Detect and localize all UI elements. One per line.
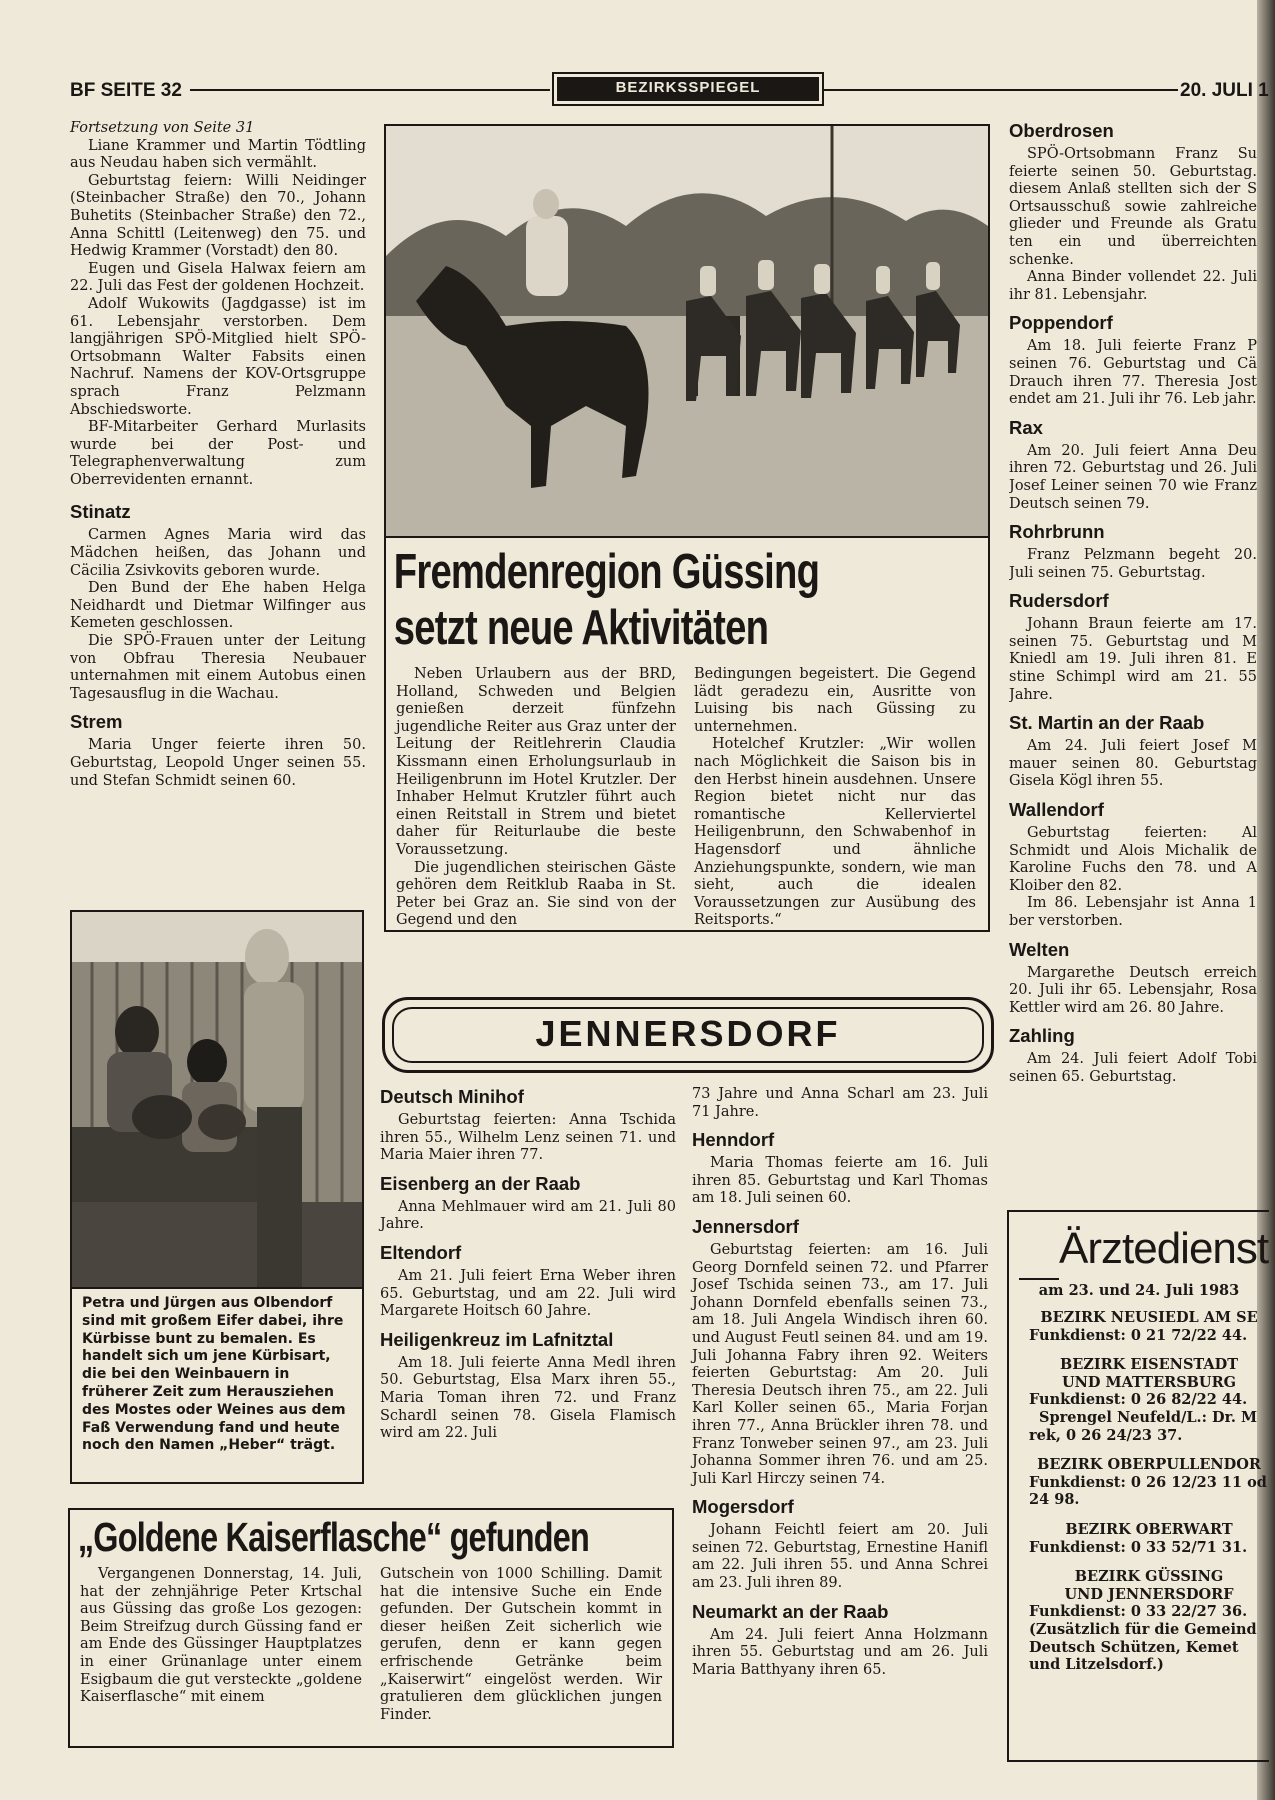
kaiser-col-1 [80, 1566, 362, 1707]
paragraph: Gutschein von 1000 Schilling. Damit hat die intensive Suche ein Ende gefunden. Der Gutschein kommt in dieser heißen Zeit sicherlich wie gerufen, denn er kann gegen erfrischende Getränke beim „Kaiserwirt“ eingelöst werden. Wir gratulieren dem glücklichen jungen Finder. [380, 1566, 662, 1723]
paragraph: Anna Binder vollendet 22. Juli ihr 81. Lebensjahr. [1009, 269, 1257, 303]
pumpkin-caption: Petra und Jürgen aus Olbendorf sind mit großem Eifer dabei, ihre Kürbisse bunt zu bemalen. Es handelt sich um jene Kürbisart, die bei den Weinbauern in früherer Zeit zum Herausziehen des Mostes oder Weines aus dem Faß Verwendung fand und heute noch den Namen „Heber“ trägt. [72, 1287, 362, 1461]
paragraph: Margarethe Deutsch erreich 20. Juli ihr 65. Lebensjahr, Rosa Kettler wird am 26. 80 Jahre. [1009, 964, 1257, 1016]
heading-st-martin: St. Martin an der Raab [1009, 712, 1205, 734]
paragraph: Am 20. Juli feiert Anna Deu ihren 72. Geburtstag und 26. Juli Josef Leiner seinen 70 wie Franz Deutsch seinen 79. [1009, 442, 1257, 512]
page-number: BF SEITE 32 [70, 80, 182, 101]
paragraph: Am 24. Juli feiert Anna Holzmann ihren 55. Geburtstag und am 26. Juli Maria Batthyany ihren 65. [692, 1626, 988, 1678]
district-oberwart: BEZIRK OBERWART [1065, 1520, 1233, 1538]
additional-note: (Zusätzlich für die Gemeind Deutsch Schützen, Kemet und Litzelsdorf.) [1029, 1620, 1257, 1674]
heading-jennersdorf: Jennersdorf [692, 1215, 799, 1237]
phone-oberwart: Funkdienst: 0 33 52/71 31. [1029, 1538, 1248, 1556]
paragraph: Die jugendlichen steirischen Gäste gehören dem Reitklub Raaba in St. Peter bei Graz an. Sie sind von der Gegend und den [396, 859, 676, 929]
title-underline [1019, 1278, 1059, 1280]
kaiser-headline: „Goldene Kaiserflasche“ gefunden [77, 1514, 589, 1560]
paragraph: 73 Jahre und Anna Scharl am 23. Juli 71 Jahre. [692, 1086, 988, 1120]
paragraph: Johann Braun feierte am 17. seinen 75. Geburtstag und M Kniedl am 19. Juli ihren 81. E stine Schimpl wird am 21. 55 Jahre. [1009, 616, 1257, 703]
heading-rohrbrunn: Rohrbrunn [1009, 521, 1105, 543]
continuation-note: Fortsetzung von Seite 31 [70, 120, 255, 136]
heading-stinatz: Stinatz [70, 501, 131, 523]
heading-welten: Welten [1009, 938, 1070, 960]
heading-neumarkt: Neumarkt an der Raab [692, 1600, 889, 1622]
heading-poppendorf: Poppendorf [1009, 312, 1113, 334]
paragraph: Die SPÖ-Frauen unter der Leitung von Obfrau Theresia Neubauer unternahmen mit einem Autobus einen Tagesausflug in die Wachau. [70, 633, 366, 702]
photo-box-pumpkins [70, 910, 364, 1484]
paragraph: Franz Pelzmann begeht 20. Juli seinen 75. Geburtstag. [1009, 547, 1257, 581]
heading-wallendorf: Wallendorf [1009, 799, 1104, 821]
heading-mogersdorf: Mogersdorf [692, 1496, 794, 1518]
heading-rax: Rax [1009, 416, 1043, 438]
paragraph: Geburtstag feierten: Anna Tschida ihren 55., Wilhelm Lenz seinen 71. und Maria Maier ihren 77. [380, 1112, 676, 1164]
paragraph: Am 24. Juli feiert Adolf Tobi seinen 65. Geburtstag. [1009, 1051, 1257, 1085]
jennersdorf-column-2 [692, 1086, 988, 1679]
heading-deutsch-minihof: Deutsch Minihof [380, 1086, 524, 1107]
paragraph: Am 18. Juli feierte Anna Medl ihren 50. Geburtstag, Elsa Marx ihren 55., Maria Toman ihren 72. und Franz Schardl seinen 78. Gisela Flamisch wird am 22. Juli [380, 1354, 676, 1442]
article-headline [386, 538, 979, 656]
paragraph: Maria Thomas feierte am 16. Juli ihren 85. Geburtstag und Karl Thomas am 18. Juli seinen 60. [692, 1155, 988, 1207]
paragraph: Den Bund der Ehe haben Helga Neidhardt und Dietmar Wilfinger aus Kemeten geschlossen. [70, 580, 366, 632]
riders-photo [386, 126, 988, 536]
paragraph: Vergangenen Donnerstag, 14. Juli, hat der zehnjährige Peter Krtschal aus Güssing das große Los gezogen: Beim Streifzug durch Güssing fand er am Ende des Güssinger Hauptplatzes in einer Grünanlage unter einem Esigbaum die gut versteckte „goldene Kaiserflasche“ mit einem [80, 1566, 362, 1706]
sprengel-neufeld: Sprengel Neufeld/L.: Dr. M rek, 0 26 24/23 37. [1029, 1408, 1258, 1444]
section-label-box [552, 72, 824, 106]
paragraph: Im 86. Lebensjahr ist Anna 1 ber verstorben. [1009, 895, 1257, 929]
aerztedienst-date: am 23. und 24. Juli 1983 [1038, 1282, 1240, 1299]
district-neusiedl: BEZIRK NEUSIEDL AM SE [1040, 1309, 1258, 1326]
phone-eisenstadt: Funkdienst: 0 26 82/22 44. [1029, 1391, 1248, 1409]
jennersdorf-banner-outer [382, 997, 994, 1073]
article-fremdenregion [384, 124, 990, 932]
paragraph: BF-Mitarbeiter Gerhard Murlasits wurde bei der Post- und Telegraphenverwaltung zum Oberrevidenten ernannt. [70, 419, 366, 488]
heading-eltendorf: Eltendorf [380, 1241, 462, 1263]
paragraph: Carmen Agnes Maria wird das Mädchen heißen, das Johann und Cäcilia Zsivkovits geboren wurde. [70, 527, 366, 579]
headline-line-2: setzt neue Aktivitäten [393, 601, 769, 655]
paragraph: Geburtstag feierten: Al Schmidt und Alois Michalik de Karoline Fuchs den 78. und A Kloiber den 82. [1009, 825, 1257, 894]
paragraph: Adolf Wukowits (Jagdgasse) ist im 61. Lebensjahr verstorben. Dem langjährigen SPÖ-Mitglied hielt SPÖ-Ortsobmann Walter Fabsits einen Nachruf. Namens der KOV-Ortsgruppe sprach Franz Pelzmann Abschiedsworte. [70, 295, 366, 418]
article-col-1 [396, 666, 676, 930]
district-mattersburg: UND MATTERSBURG [1062, 1373, 1236, 1391]
paragraph: Maria Unger feierte ihren 50. Geburtstag, Leopold Unger seinen 55. und Stefan Schmidt seinen 60. [70, 737, 366, 789]
paragraph: Neben Urlaubern aus der BRD, Holland, Schweden und Belgien genießen derzeit fünfzehn jugendliche Reiter aus Graz unter der Leitung der Reitlehrerin Claudia Kissmann einen Erholungsurlaub in Heiligenbrunn im Hotel Krutzler. Der Inhaber Helmut Krutzler führt auch einen Reitstall in Strem und bietet daher für Reiturlaube die beste Voraussetzung. [396, 666, 676, 858]
paragraph: Liane Krammer und Martin Tödtling aus Neudau haben sich vermählt. [70, 137, 366, 172]
phone-neusiedl: Funkdienst: 0 21 72/22 44. [1029, 1326, 1248, 1344]
district-eisenstadt: BEZIRK EISENSTADT [1059, 1356, 1239, 1374]
paragraph: Am 24. Juli feiert Josef M mauer seinen 80. Geburtstag Gisela Kögl ihren 55. [1009, 738, 1257, 790]
headline-line-1: Fremdenregion Güssing [393, 545, 820, 599]
district-guessing: BEZIRK GÜSSING [1074, 1568, 1224, 1586]
paragraph: Geburtstag feierten: am 16. Juli Georg Dornfeld seinen 72. und Pfarrer Josef Tschida seinen 73., am 17. Juli Johann Dornfeld ebenfalls seinen 73., am 18. Juli Angela Windisch ihren 60. und August Feutl seinen 84. und am 19. Juli Johanna Fabry ihren 92. Weiters feierten Geburtstag: Am 20. Juli Theresia Deutsch ihren 75., am 22. Juli Karl Koller seinen 65., Maria Forjan ihren 77., Anna Brückler ihren 78. und Franz Tonweber seinen 97., am 23. Juli Johanna Sommer ihren 76. und am 25. Juli Karl Hirczy seinen 74. [692, 1241, 988, 1487]
jennersdorf-banner: JENNERSDORF [392, 1007, 984, 1063]
heading-eisenberg: Eisenberg an der Raab [380, 1172, 581, 1194]
section-label: BEZIRKSSPIEGEL [559, 79, 817, 97]
heading-zahling: Zahling [1009, 1025, 1075, 1047]
jennersdorf-column-1 [380, 1086, 676, 1443]
paragraph: Hotelchef Krutzler: „Wir wollen nach Möglichkeit die Saison bis in den Herbst hinein ausdehnen. Unsere Region bietet nicht nur das romantische Kellerviertel Heiligenbrunn, den Schwabenhof in Hagensdorf und ähnliche Anziehungspunkte, sondern, wie man sieht, auch die idealen Voraussetzungen zur Ausübung des Reitsports.“ [694, 736, 976, 929]
paragraph: Eugen und Gisela Halwax feiern am 22. Juli das Fest der goldenen Hochzeit. [70, 260, 366, 295]
header-rule-right [823, 89, 1178, 91]
heading-heiligenkreuz: Heiligenkreuz im Lafnitztal [380, 1328, 614, 1350]
heading-strem: Strem [70, 711, 123, 733]
phone-guessing: Funkdienst: 0 33 22/27 36. [1029, 1603, 1248, 1621]
heading-henndorf: Henndorf [692, 1129, 775, 1151]
paragraph: Anna Mehlmauer wird am 21. Juli 80 Jahre. [380, 1198, 676, 1233]
paragraph: Johann Feichtl feiert am 20. Juli seinen 72. Geburtstag, Ernestine Hanifl am 22. Juli ihren 55. und Anna Schrei am 23. Juli ihren 89. [692, 1522, 988, 1592]
kaiser-col-2 [380, 1566, 662, 1724]
aerztedienst-box [1007, 1210, 1269, 1762]
column-left [70, 120, 366, 790]
header-rule-left [190, 89, 550, 91]
district-jennersdorf: UND JENNERSDORF [1064, 1585, 1234, 1603]
pumpkin-photo [72, 912, 362, 1287]
page-date: 20. JULI 1 [1180, 80, 1269, 101]
article-col-2 [694, 666, 976, 930]
article-kaiserflasche [68, 1508, 674, 1748]
phone-oberpullendorf: Funkdienst: 0 26 12/23 11 od 24 98. [1029, 1473, 1267, 1509]
aerztedienst-title: Ärztedienst [1059, 1224, 1269, 1273]
heading-rudersdorf: Rudersdorf [1009, 590, 1109, 612]
heading-oberdrosen: Oberdrosen [1009, 120, 1114, 141]
district-oberpullendorf: BEZIRK OBERPULLENDOR [1037, 1456, 1261, 1474]
paragraph: Am 18. Juli feierte Franz P seinen 76. Geburtstag und Cä Drauch ihren 77. Theresia Jost endet am 21. Juli ihr 76. Leb jahr. [1009, 338, 1257, 408]
paragraph: SPÖ-Ortsobmann Franz Su feierte seinen 50. Geburtstag. diesem Anlaß stellten sich der S Ortsausschuß sowie zahlreiche glieder und Freunde als Gratu ten ein und überreichten schenke. [1009, 146, 1257, 268]
column-right [1009, 120, 1257, 1087]
paragraph: Bedingungen begeistert. Die Gegend lädt geradezu ein, Ausritte von Luising bis nach Güssing zu unternehmen. [694, 666, 976, 735]
paragraph: Geburtstag feiern: Willi Neidinger (Steinbacher Straße) den 70., Johann Buhetits (Steinbacher Straße) den 72., Anna Schittl (Leitenweg) den 75. und Hedwig Krammer (Vorstadt) den 80. [70, 172, 366, 260]
paragraph: Am 21. Juli feiert Erna Weber ihren 65. Geburtstag, und am 22. Juli wird Margarete Hoitsch 60 Jahre. [380, 1267, 676, 1320]
